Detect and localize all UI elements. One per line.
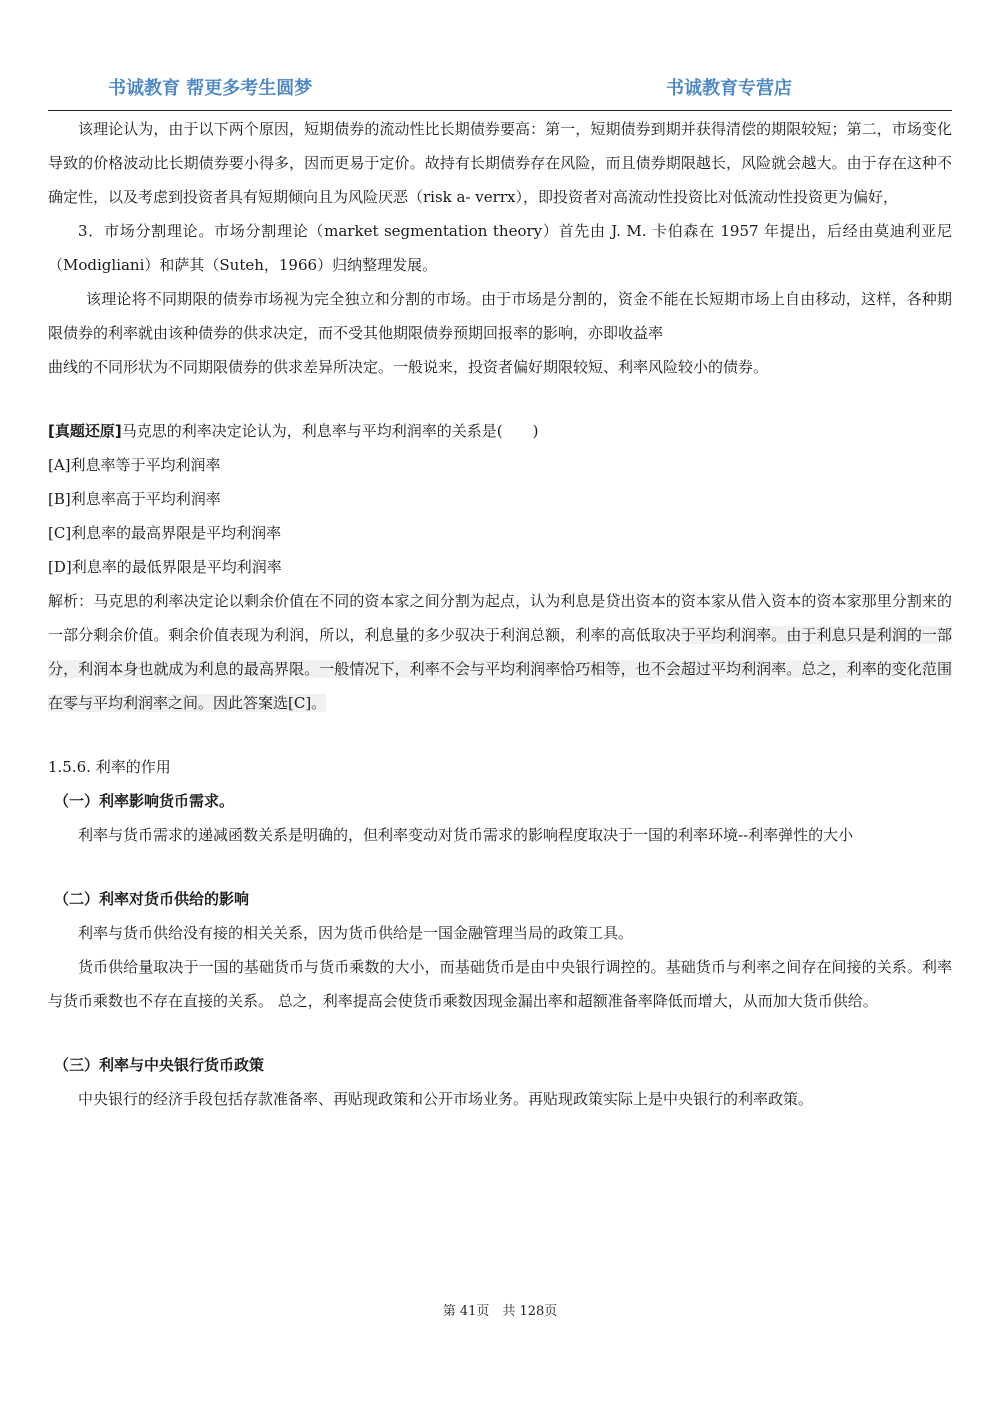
exam-option-d: [D]利息率的最低界限是平均利润率 xyxy=(48,558,282,576)
exam-question-text: 马克思的利率决定论认为，利息率与平均利润率的关系是( ) xyxy=(121,422,539,440)
exam-option-c: [C]利息率的最高界限是平均利润率 xyxy=(48,524,282,542)
liquidity-paragraph: 该理论认为，由于以下两个原因，短期债券的流动性比长期债券要高：第一，短期债券到期并获得清偿的期限较短；第二，市场变化导致的价格波动比长期债券要小得多，因而更易于定价。故持有长期债券存在风险，而且债券期限越长，风险就会越大。由于存在这种不确定性，以及考虑到投资者具有短期倾向且为风险厌恶（risk a- verrx），即投资者对高流动性投资比对低流动性投资更为偏好， xyxy=(48,120,952,206)
header-store-name: 书诚教育专营店 xyxy=(666,78,792,99)
spacer xyxy=(48,720,952,750)
subsection-1-paragraph: 利率与货币需求的递减函数关系是明确的，但利率变动对货币需求的影响程度取决于一国的利率环境--利率弹性的大小 xyxy=(78,826,854,844)
section-title: 1.5.6. 利率的作用 xyxy=(48,758,171,776)
segmentation-paragraph: 3．市场分割理论。市场分割理论（market segmentation theory）首先由 J. M. 卡伯森在 1957 年提出，后经由莫迪利亚尼（Modigliani）和萨其（Suteh，1966）归纳整理发展。 xyxy=(48,222,952,274)
document-body xyxy=(48,112,952,1116)
exam-question xyxy=(48,414,952,448)
subsection-2-paragraph-2: 货币供给量取决于一国的基础货币与货币乘数的大小，而基础货币是由中央银行调控的。基础货币与利率之间存在间接的关系。利率与货币乘数也不存在直接的关系。 总之，利率提高会使货币乘数因现金漏出率和超额准备率降低而增大，从而加大货币供给。 xyxy=(48,958,952,1010)
subsection-3-paragraph: 中央银行的经济手段包括存款准备率、再贴现政策和公开市场业务。再贴现政策实际上是中央银行的利率政策。 xyxy=(78,1090,814,1108)
subsection-heading-2: （二）利率对货币供给的影响 xyxy=(54,890,250,908)
subsection-2-paragraph-1: 利率与货币供给没有接的相关关系，因为货币供给是一国金融管理当局的政策工具。 xyxy=(78,924,634,942)
page-header xyxy=(48,70,952,111)
segmentation-detail-continued: 曲线的不同形状为不同期限债券的供求差异所决定。一般说来，投资者偏好期限较短、利率风险较小的债券。 xyxy=(48,358,769,376)
spacer xyxy=(48,384,952,414)
exam-analysis-highlighted: 于平均利润率。由于利息只是利润的一部分，利润本身也就成为利息的最高界限。一般情况下，利率不会与平均利润率恰巧相等，也不会超过平均利润率。总之，利率的变化范围在零与平均利润率之间。因此答案选[C]。 xyxy=(48,626,952,712)
spacer xyxy=(48,852,952,882)
subsection-heading-3: （三）利率与中央银行货币政策 xyxy=(54,1056,265,1074)
segmentation-detail-paragraph: 该理论将不同期限的债券市场视为完全独立和分割的市场。由于市场是分割的，资金不能在长短期市场上自由移动，这样，各种期限债券的利率就由该种债券的供求决定，而不受其他期限债券预期回报率的影响，亦即收益率 xyxy=(48,290,952,342)
spacer xyxy=(48,1018,952,1048)
subsection-heading-1: （一）利率影响货币需求。 xyxy=(54,792,235,810)
exam-analysis-part1: 解析：马克思的利率决定论以剩余价值在不同的资本家之间分割为起点，认为利息是贷出资本的资本家从借入资本的资本家那里分割来的一部分剩余价值。剩余价值表现为利润，所以，利息量的多少驭决于利润总额，利率的高低取决 xyxy=(48,592,952,644)
exam-analysis xyxy=(48,584,952,720)
exam-option-b: [B]利息率高于平均利润率 xyxy=(48,490,221,508)
exam-option-a: [A]利息率等于平均利润率 xyxy=(48,456,221,474)
header-brand-slogan: 书诚教育 帮更多考生圆梦 xyxy=(108,78,313,99)
exam-tag: [真题还原] xyxy=(48,422,122,440)
page-footer: 第 41页 共 128页 xyxy=(442,1304,558,1319)
